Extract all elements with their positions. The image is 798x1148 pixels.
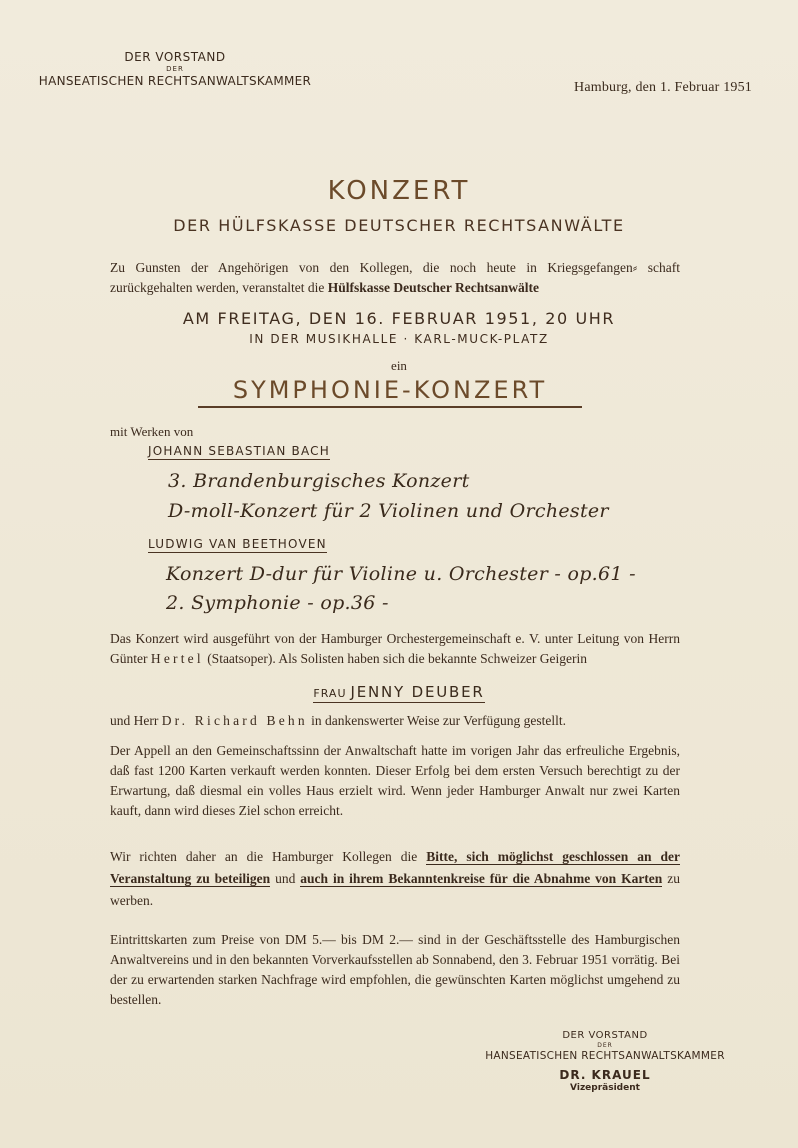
performance-text-a: Das Konzert wird ausgeführt von der Hamburger Orchestergemeinschaft e. V. unter Leitung von Herrn Günter: [110, 631, 680, 666]
intro-paragraph: [110, 258, 680, 298]
soloist-title: FRAU: [313, 687, 347, 700]
program-intro: mit Werken von: [110, 424, 194, 439]
event-date: AM FREITAG, DEN 16. FEBRUAR 1951, 20 UHR: [182, 309, 616, 328]
request-bold-b: auch in ihrem Bekanntenkreise für die Abnahme von Karten: [300, 871, 663, 886]
second-soloist-name: Dr. Richard Behn: [161, 713, 308, 728]
signature-line-3: HANSEATISCHEN RECHTSANWALTSKAMMER: [485, 1050, 725, 1062]
sender-line-3: HANSEATISCHEN RECHTSANWALTSKAMMER: [38, 74, 312, 88]
intro-bold: Hülfskasse Deutscher Rechtsanwälte: [327, 280, 540, 295]
request-text-a: Wir richten daher an die Hamburger Kollegen die: [110, 849, 427, 864]
signature-block: [440, 1030, 770, 1093]
soloist-name: JENNY DEUBER: [350, 683, 485, 701]
request-paragraph: [110, 846, 680, 912]
request-text-b: und: [270, 871, 301, 886]
concert-type: SYMPHONIE-KONZERT: [198, 376, 582, 408]
ein-text: ein: [391, 358, 407, 373]
performance-text-d: in dankenswerter Weise zur Verfügung gestellt.: [307, 713, 567, 728]
performance-text-c: und Herr: [110, 713, 162, 728]
request-bold-a: Bitte, sich möglichst geschlossen an der Veranstaltung zu beteiligen: [110, 849, 680, 886]
sender-line-2: DER: [166, 65, 184, 73]
performance-paragraph: [110, 629, 680, 669]
tickets-paragraph: Eintrittskarten zum Preise von DM 5.— bis DM 2.— sind in der Geschäftsstelle des Hamburgischen Anwaltvereins und in den bekannten Vorverkaufsstellen ab Sonnabend, den 3. Februar 1951 vorrätig. Bei der zu erwartenden starken Nachfrage wird empfohlen, die gewünschten Karten möglichst umgehend zu bestellen.: [110, 932, 680, 1007]
conductor-name: Hertel: [150, 651, 204, 666]
signature-line-1: DER VORSTAND: [562, 1030, 648, 1041]
document-subtitle: DER HÜLFSKASSE DEUTSCHER RECHTSANWÄLTE: [173, 216, 625, 235]
soloist-line: [0, 683, 798, 702]
signatory-name: DR. KRAUEL: [559, 1068, 651, 1082]
sender-line-1: DER VORSTAND: [124, 50, 226, 64]
performance-text-b: (Staatsoper). Als Solisten haben sich die bekannte Schweizer Geigerin: [203, 651, 587, 666]
place-date: Hamburg, den 1. Februar 1951: [574, 80, 752, 95]
work-item: D-moll-Konzert für 2 Violinen und Orchester: [168, 500, 609, 522]
intro-text: Zu Gunsten der Angehörigen von den Kollegen, die noch heute in Kriegsgefangen⸗ schaft zurückgehalten werden, veranstaltet die: [110, 260, 680, 295]
appeal-paragraph: Der Appell an den Gemeinschaftssinn der Anwaltschaft hatte im vorigen Jahr das erfreuliche Ergebnis, daß fast 1200 Karten verkauft werden konnten. Dieser Erfolg bei dem ersten Versuch berechtigt zu der Erwartung, daß diesmal ein volles Haus erzielt wird. Wenn jeder Hamburger Anwalt nur zwei Karten kauft, dann wird dieses Ziel schon erreicht.: [110, 743, 680, 818]
request-text-c: zu werben.: [110, 871, 680, 908]
document-title: KONZERT: [327, 176, 471, 206]
event-venue: IN DER MUSIKHALLE · KARL-MUCK-PLATZ: [249, 332, 549, 346]
work-item: 3. Brandenburgisches Konzert: [168, 470, 470, 492]
composer-beethoven: LUDWIG VAN BEETHOVEN: [148, 537, 327, 551]
composer-bach: JOHANN SEBASTIAN BACH: [148, 444, 330, 458]
second-soloist-paragraph: [110, 711, 680, 731]
work-item: 2. Symphonie - op.36 -: [166, 592, 389, 614]
work-item: Konzert D-dur für Violine u. Orchester - op.61 -: [166, 563, 636, 585]
signatory-role: Vizepräsident: [570, 1083, 640, 1093]
signature-line-2: DER: [597, 1042, 613, 1049]
sender-header: [0, 50, 350, 88]
